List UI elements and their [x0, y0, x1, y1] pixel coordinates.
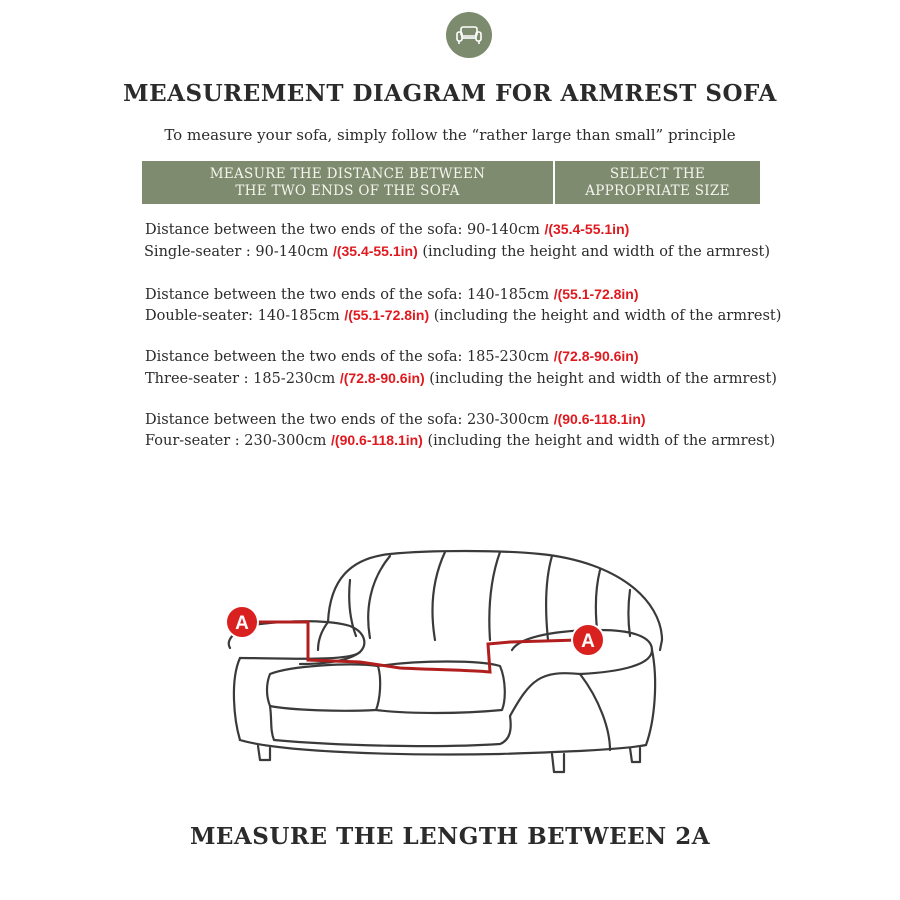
sofa-leg	[258, 746, 270, 760]
entry-distance-inches: /(90.6-118.1in)	[553, 411, 646, 427]
sofa-badge	[446, 12, 492, 58]
back-cushion-line	[368, 556, 390, 638]
marker-right-label: A	[581, 631, 595, 652]
entry-seat-inches: /(90.6-118.1in)	[331, 432, 423, 448]
entry-distance-label: Distance between the two ends of the sofa: 140-185cm	[145, 287, 550, 303]
sofa-diagram	[200, 540, 700, 790]
entry-seat-line	[144, 243, 770, 260]
back-cushion-line	[432, 552, 445, 640]
entry-distance-line	[145, 221, 629, 238]
band-left-line2: THE TWO ENDS OF THE SOFA	[235, 182, 460, 199]
entry-seat-inches: /(35.4-55.1in)	[332, 243, 418, 259]
entry-note: (including the height and width of the armrest)	[422, 244, 771, 260]
page-title: MEASUREMENT DIAGRAM FOR ARMREST SOFA	[123, 80, 777, 107]
entry-distance-line	[145, 411, 646, 428]
entry-distance-line	[145, 286, 639, 303]
band-right-line1: SELECT THE	[609, 165, 706, 182]
entry-seat-label: Double-seater: 140-185cm	[145, 308, 340, 324]
bottom-caption: MEASURE THE LENGTH BETWEEN 2A	[189, 823, 711, 850]
entry-seat-inches: /(55.1-72.8in)	[344, 307, 430, 323]
entry-distance-inches: /(55.1-72.8in)	[553, 286, 639, 302]
sofa-icon	[456, 25, 482, 45]
band-left-line1: MEASURE THE DISTANCE BETWEEN	[209, 165, 486, 182]
entry-distance-inches: /(72.8-90.6in)	[553, 348, 639, 364]
entry-seat-line	[145, 307, 781, 324]
band-left-cell	[142, 161, 553, 204]
entry-distance-label: Distance between the two ends of the sofa: 90-140cm	[145, 222, 540, 238]
entry-note: (including the height and width of the armrest)	[427, 433, 776, 449]
entry-note: (including the height and width of the armrest)	[429, 371, 777, 387]
entry-seat-line	[145, 370, 777, 387]
entry-note: (including the height and width of the armrest)	[433, 308, 782, 324]
entry-seat-label: Single-seater : 90-140cm	[144, 244, 329, 260]
band-right-cell	[555, 161, 760, 204]
entry-seat-label: Four-seater : 230-300cm	[145, 433, 327, 449]
entry-distance-label: Distance between the two ends of the sofa: 185-230cm	[145, 349, 550, 365]
seat-cushion	[267, 664, 380, 710]
entry-distance-label: Distance between the two ends of the sofa: 230-300cm	[145, 412, 550, 428]
back-cushion-line	[489, 552, 500, 640]
entry-distance-inches: /(35.4-55.1in)	[544, 221, 630, 237]
sofa-leg	[630, 748, 640, 762]
entry-seat-label: Three-seater : 185-230cm	[145, 371, 336, 387]
sofa-leg	[552, 754, 564, 772]
marker-right	[572, 624, 604, 656]
entry-seat-inches: /(72.8-90.6in)	[339, 370, 425, 386]
entry-seat-line	[145, 432, 775, 449]
marker-left-label: A	[235, 613, 249, 634]
back-cushion-line	[546, 556, 552, 640]
page-subtitle: To measure your sofa, simply follow the “rather large than small” principle	[164, 126, 736, 144]
entry-distance-line	[145, 348, 639, 365]
marker-left	[226, 606, 258, 638]
band-right-line2: APPROPRIATE SIZE	[585, 182, 730, 199]
